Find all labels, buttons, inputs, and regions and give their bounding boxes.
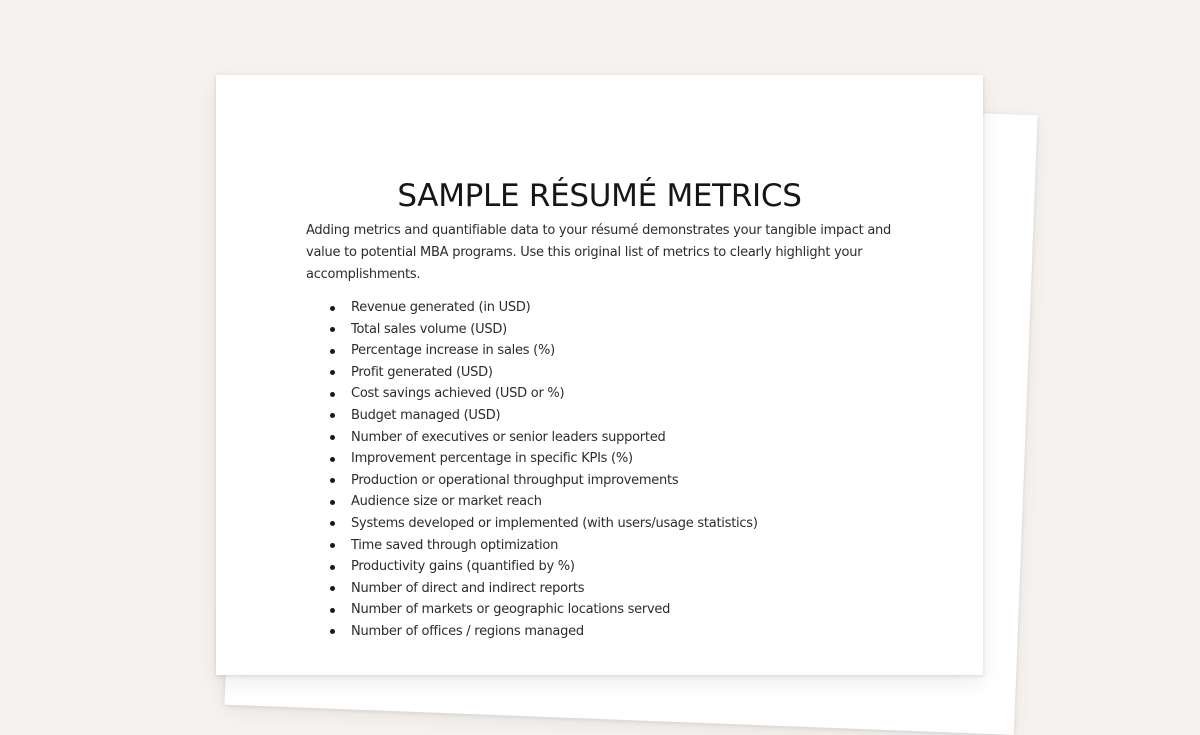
list-item: Number of executives or senior leaders supported [351, 427, 758, 449]
document-title: SAMPLE RÉSUMÉ METRICS [397, 178, 802, 214]
list-item: Systems developed or implemented (with users/usage statistics) [351, 513, 758, 535]
list-item: Number of offices / regions managed [351, 621, 758, 643]
list-item: Time saved through optimization [351, 535, 758, 557]
intro-paragraph: Adding metrics and quantifiable data to your résumé demonstrates your tangible impact and value to potential MBA programs. Use this original list of metrics to clearly highlight your accomplishments. [306, 223, 892, 282]
list-item: Profit generated (USD) [351, 362, 758, 384]
list-item: Total sales volume (USD) [351, 319, 758, 341]
list-item: Revenue generated (in USD) [351, 297, 758, 319]
list-item: Cost savings achieved (USD or %) [351, 383, 758, 405]
list-item: Audience size or market reach [351, 491, 758, 513]
document-page [216, 75, 983, 675]
list-item: Production or operational throughput improvements [351, 470, 758, 492]
list-item: Number of markets or geographic locations served [351, 599, 758, 621]
list-item: Budget managed (USD) [351, 405, 758, 427]
list-item: Productivity gains (quantified by %) [351, 556, 758, 578]
list-item: Percentage increase in sales (%) [351, 340, 758, 362]
metrics-list [351, 297, 758, 643]
list-item: Improvement percentage in specific KPIs (%) [351, 448, 758, 470]
list-item: Number of direct and indirect reports [351, 578, 758, 600]
